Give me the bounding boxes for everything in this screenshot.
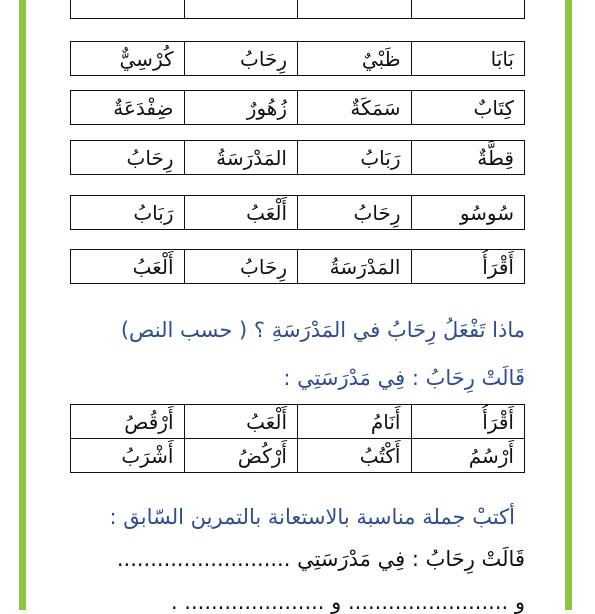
word-cell bbox=[184, 0, 298, 19]
verb-cell: أَكْتُبُ bbox=[298, 439, 412, 473]
word-cell: زُهُورٌ bbox=[184, 91, 298, 125]
left-frame-border bbox=[19, 0, 26, 610]
word-cell: سُوسُو bbox=[411, 196, 525, 230]
question-text: ماذا تَفْعَلُ رِحَابُ في المَدْرَسَةِ ؟ ( حسب النص) bbox=[120, 318, 525, 342]
verbs-table bbox=[70, 404, 525, 473]
said-line: قَالَتْ رِحَابُ : فِي مَدْرَسَتِي : bbox=[283, 366, 525, 390]
word-cell bbox=[298, 0, 412, 19]
word-cell: أَلْعَبُ bbox=[184, 196, 298, 230]
word-cell: رَبَابُ bbox=[298, 141, 412, 175]
word-cell: المَدْرَسَةُ bbox=[184, 141, 298, 175]
word-cell: رِحَابُ bbox=[184, 42, 298, 76]
word-row-table-5 bbox=[70, 249, 525, 284]
answer-continuation-line: و ........................ و ..................... . bbox=[170, 590, 525, 614]
word-cell: أَقْرَأُ bbox=[411, 250, 525, 284]
word-cell: قِطَّةٌ bbox=[411, 141, 525, 175]
word-cell bbox=[411, 0, 525, 19]
instruction-text: أكتبْ جملة مناسبة بالاستعانة بالتمرين السّابق : bbox=[109, 505, 515, 529]
word-row-table-3 bbox=[70, 140, 525, 175]
word-row-table-2 bbox=[70, 90, 525, 125]
word-cell: كُرْسِيٌّ bbox=[71, 42, 185, 76]
word-row-table-4 bbox=[70, 195, 525, 230]
word-cell bbox=[71, 0, 185, 19]
verb-cell: أَلْعَبُ bbox=[184, 405, 298, 439]
word-row-table-1 bbox=[70, 41, 525, 76]
word-cell: رِحَابُ bbox=[71, 141, 185, 175]
word-cell: ظَبْيٌ bbox=[298, 42, 412, 76]
word-cell: المَدْرَسَةُ bbox=[298, 250, 412, 284]
word-cell: ضِفْدَعَةٌ bbox=[71, 91, 185, 125]
answer-line: قَالَتْ رِحَابُ : فِي مَدْرَسَتِي .......................... bbox=[116, 547, 525, 571]
word-cell: سَمَكَةٌ bbox=[298, 91, 412, 125]
word-cell: أَلْعَبُ bbox=[71, 250, 185, 284]
word-cell: رِحَابُ bbox=[298, 196, 412, 230]
right-frame-border bbox=[565, 0, 572, 610]
top-cropped-table bbox=[70, 0, 525, 19]
word-cell: كِتَابٌ bbox=[411, 91, 525, 125]
verb-cell: أَنَامُ bbox=[298, 405, 412, 439]
word-cell: بَابَا bbox=[411, 42, 525, 76]
verb-cell: أَرْقُصُ bbox=[71, 405, 185, 439]
verb-cell: أَرْسُمُ bbox=[411, 439, 525, 473]
verb-cell: أَقْرَأُ bbox=[411, 405, 525, 439]
word-cell: رِحَابُ bbox=[184, 250, 298, 284]
word-cell: رَبَابُ bbox=[71, 196, 185, 230]
verb-cell: أَرْكُضُ bbox=[184, 439, 298, 473]
verb-cell: أَشْرَبُ bbox=[71, 439, 185, 473]
